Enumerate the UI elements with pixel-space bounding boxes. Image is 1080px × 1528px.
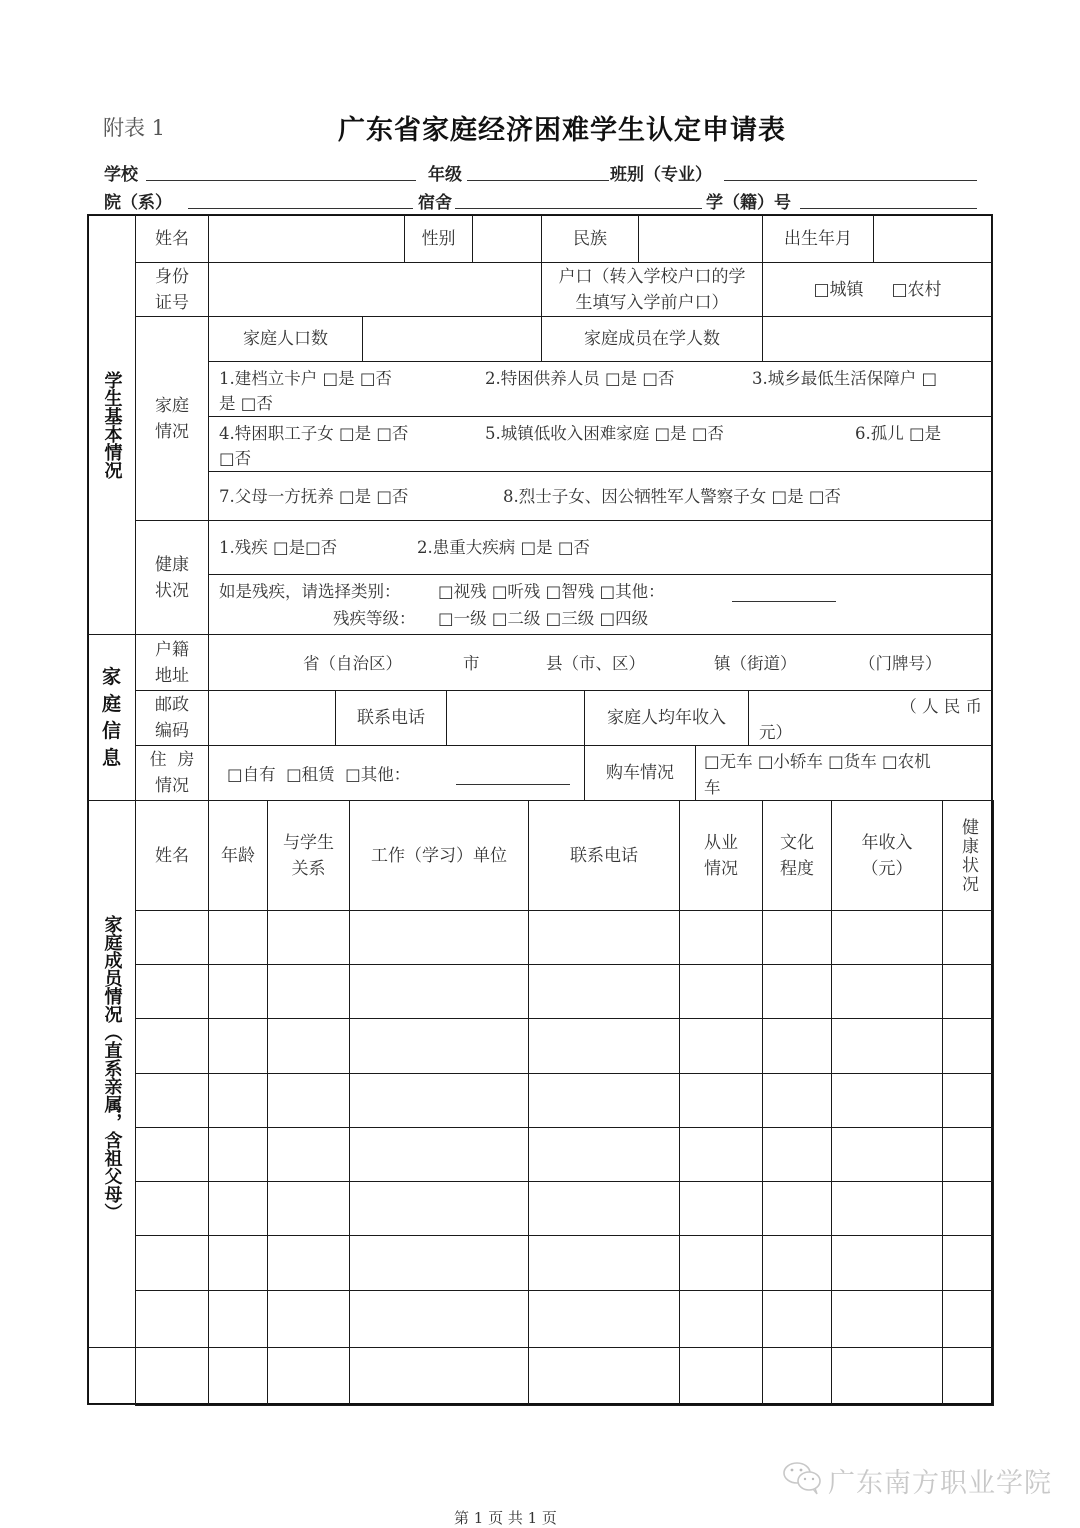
address-input[interactable] — [208, 634, 993, 691]
disability-type-options[interactable]: □视残 □听残 □智残 □其他： — [438, 582, 665, 601]
members-table-cell[interactable] — [208, 964, 268, 1019]
car-options-cont[interactable]: 车 — [704, 778, 721, 797]
members-table-cell[interactable] — [267, 910, 350, 965]
school-field[interactable] — [146, 180, 416, 181]
members-table-cell[interactable] — [349, 1018, 529, 1074]
postal-label-cell — [135, 690, 209, 746]
disability-option[interactable]: 1.残疾 □是□否 — [219, 538, 338, 557]
car-label: 购车情况 — [606, 763, 674, 783]
wechat-icon — [782, 1460, 826, 1496]
members-table-cell[interactable] — [679, 1347, 763, 1406]
members-table-cell[interactable] — [831, 1073, 943, 1128]
family-students-input[interactable] — [762, 316, 993, 362]
members-header-cell — [208, 800, 268, 911]
members-table-cell[interactable] — [349, 964, 529, 1019]
min-living-option[interactable]: 3.城乡最低生活保障户 □ — [752, 369, 938, 388]
gender-label: 性别 — [421, 228, 456, 249]
housing-label-line1: 住 房 — [149, 750, 195, 770]
members-table-cell[interactable] — [942, 1235, 994, 1291]
department-label: 院（系） — [104, 193, 172, 213]
hukou-label-line1: 户口（转入学校户口的学 — [558, 266, 746, 287]
members-table-cell[interactable] — [349, 1235, 529, 1291]
members-table-cell[interactable] — [942, 1181, 994, 1236]
hukou-options — [762, 262, 993, 317]
members-table-cell[interactable] — [679, 1181, 763, 1236]
members-header-cell — [528, 800, 680, 911]
members-table-cell[interactable] — [208, 1073, 268, 1128]
section-family-label-cell — [87, 634, 136, 801]
members-header-cell — [831, 800, 943, 911]
members-table-cell[interactable] — [762, 910, 832, 965]
members-header-label: 与学生 — [283, 832, 334, 853]
members-table-cell[interactable] — [349, 910, 529, 965]
members-table-cell[interactable] — [135, 1347, 209, 1406]
dorm-label: 宿舍 — [418, 193, 452, 213]
members-table-cell[interactable] — [208, 1290, 268, 1348]
members-table-cell[interactable] — [208, 1181, 268, 1236]
serious-illness-option[interactable]: 2.患重大疾病 □是 □否 — [417, 538, 590, 557]
members-table-cell[interactable] — [679, 964, 763, 1019]
members-table-cell[interactable] — [267, 1127, 350, 1182]
health-row-2 — [208, 574, 993, 635]
family-row-3 — [208, 471, 993, 521]
id-label-cell — [135, 262, 209, 317]
health-row-1 — [208, 520, 993, 575]
members-header-cell — [267, 800, 350, 911]
members-table-cell[interactable] — [528, 1181, 680, 1236]
members-table-cell[interactable] — [831, 1235, 943, 1291]
members-table-cell[interactable] — [942, 964, 994, 1019]
members-table-cell[interactable] — [831, 1290, 943, 1348]
phone-label: 联系电话 — [357, 708, 425, 728]
members-table-cell[interactable] — [942, 1290, 994, 1348]
members-table-cell[interactable] — [762, 1073, 832, 1128]
address-door-label: （门牌号） — [859, 654, 942, 673]
address-label-line1: 户籍 — [155, 639, 189, 660]
disability-level-options[interactable]: □一级 □二级 □三级 □四级 — [438, 609, 649, 628]
members-table-cell[interactable] — [679, 1018, 763, 1074]
members-table-cell[interactable] — [349, 1290, 529, 1348]
members-table-cell[interactable] — [831, 1347, 943, 1406]
housing-options[interactable]: □自有 □租赁 □其他： — [227, 765, 411, 784]
hukou-label-line2: 生填写入学前户口） — [575, 292, 729, 313]
postal-code-input[interactable] — [208, 690, 336, 746]
orphan-option-cont[interactable]: □否 — [219, 449, 252, 468]
hukou-urban-checkbox[interactable]: □城镇 — [813, 279, 864, 300]
section-family-char: 信 — [101, 719, 121, 742]
worker-child-option[interactable]: 4.特困职工子女 □是 □否 — [219, 424, 409, 443]
members-table-cell[interactable] — [679, 1235, 763, 1291]
postal-label-line2: 编码 — [155, 721, 189, 741]
family-row-2 — [208, 416, 993, 472]
birth-label-cell — [762, 214, 874, 263]
members-header-label: 年收入 — [861, 832, 913, 853]
members-table-cell[interactable] — [135, 1018, 209, 1074]
family-size-label-cell — [208, 316, 363, 362]
single-parent-option[interactable]: 7.父母一方抚养 □是 □否 — [219, 487, 409, 506]
members-header-label: 工作（学习）单位 — [371, 845, 507, 866]
id-label-line2: 证号 — [155, 292, 189, 313]
watermark-text: 广东南方职业学院 — [828, 1468, 1052, 1499]
school-label: 学校 — [104, 165, 138, 185]
members-header-label: （元） — [861, 858, 913, 879]
members-table-cell[interactable] — [528, 964, 680, 1019]
hukou-rural-checkbox[interactable]: □农村 — [891, 279, 942, 300]
members-table-cell[interactable] — [528, 1290, 680, 1348]
members-header-cell — [349, 800, 529, 911]
members-table-cell[interactable] — [528, 1018, 680, 1074]
members-header-cell — [679, 800, 763, 911]
members-table-cell[interactable] — [208, 1127, 268, 1182]
members-table-cell[interactable] — [942, 1073, 994, 1128]
members-header-label: 从业 — [704, 832, 738, 853]
low-income-option[interactable]: 5.城镇低收入困难家庭 □是 □否 — [485, 424, 724, 443]
health-label-line2: 状况 — [155, 580, 189, 601]
members-table-cell[interactable] — [679, 1073, 763, 1128]
members-table-cell[interactable] — [208, 1347, 268, 1406]
address-label-cell — [135, 634, 209, 691]
family-size-input[interactable] — [362, 316, 542, 362]
members-table-cell[interactable] — [762, 1181, 832, 1236]
section-members-label-cell — [87, 800, 136, 1348]
birth-input[interactable] — [873, 214, 993, 263]
disability-type-label: 如是残疾，请选择类别： — [219, 582, 401, 601]
phone-input[interactable] — [446, 690, 585, 746]
members-table-cell[interactable] — [762, 1235, 832, 1291]
ethnicity-label: 民族 — [573, 228, 607, 249]
family-label-line1: 家庭 — [155, 395, 189, 416]
orphan-option[interactable]: 6.孤儿 □是 — [855, 424, 942, 443]
grade-field[interactable] — [467, 180, 609, 181]
members-header-cell — [942, 800, 994, 911]
members-table-cell[interactable] — [762, 964, 832, 1019]
dorm-field[interactable] — [455, 208, 702, 209]
members-header-label: 情况 — [704, 858, 738, 879]
housing-other-field[interactable] — [456, 784, 570, 785]
martyr-child-option[interactable]: 8.烈士子女、因公牺牲军人警察子女 □是 □否 — [503, 487, 841, 506]
members-table-cell[interactable] — [267, 1347, 350, 1406]
members-table-cell[interactable] — [267, 1181, 350, 1236]
ethnicity-input[interactable] — [638, 214, 763, 263]
family-situation-label-cell — [135, 316, 209, 521]
members-table-cell[interactable] — [942, 1347, 994, 1406]
members-table-cell[interactable] — [679, 1290, 763, 1348]
housing-label-cell — [135, 745, 209, 801]
income-unit-line1: （ 人 民 币 — [900, 697, 982, 716]
members-table-cell[interactable] — [135, 1235, 209, 1291]
phone-label-cell — [335, 690, 447, 746]
members-table-cell[interactable] — [208, 910, 268, 965]
members-header-label: 程度 — [780, 858, 814, 879]
name-input[interactable] — [208, 214, 405, 263]
members-table-cell[interactable] — [679, 910, 763, 965]
section-family-char: 家 — [101, 665, 121, 688]
members-table-cell[interactable] — [942, 910, 994, 965]
address-province-label: 省（自治区） — [303, 654, 402, 673]
car-label-cell — [584, 745, 696, 801]
members-table-cell[interactable] — [267, 1290, 350, 1348]
family-row-1 — [208, 361, 993, 417]
section-family-char: 息 — [101, 746, 121, 769]
health-label-line1: 健康 — [155, 554, 189, 575]
birth-label: 出生年月 — [784, 228, 852, 249]
name-label: 姓名 — [155, 228, 189, 249]
members-header-label: 联系电话 — [570, 845, 638, 866]
health-label-cell — [135, 520, 209, 635]
members-table-cell[interactable] — [831, 1127, 943, 1182]
gender-label-cell — [404, 214, 473, 263]
members-table-cell[interactable] — [135, 1073, 209, 1128]
gender-input[interactable] — [472, 214, 542, 263]
special-support-option[interactable]: 2.特困供养人员 □是 □否 — [485, 369, 675, 388]
section-student-label: 学生基本情况 — [101, 370, 123, 479]
members-header-cell — [762, 800, 832, 911]
id-label-line1: 身份 — [155, 266, 189, 287]
members-table-cell[interactable] — [349, 1127, 529, 1182]
members-table-cell[interactable] — [135, 964, 209, 1019]
members-table-cell[interactable] — [267, 1235, 350, 1291]
family-students-label: 家庭成员在学人数 — [584, 329, 720, 349]
members-header-label: 年龄 — [221, 845, 255, 866]
page-footer: 第 1 页 共 1 页 — [454, 1509, 557, 1527]
poverty-card-option[interactable]: 1.建档立卡户 □是 □否 — [219, 369, 392, 388]
members-table-cell[interactable] — [831, 1018, 943, 1074]
name-label-cell — [135, 214, 209, 263]
members-table-cell[interactable] — [528, 1347, 680, 1406]
members-table-cell[interactable] — [135, 1127, 209, 1182]
members-table-cell[interactable] — [349, 1181, 529, 1236]
members-header-label: 姓名 — [155, 845, 189, 866]
income-input[interactable] — [748, 690, 993, 746]
address-label-line2: 地址 — [155, 665, 189, 686]
members-table-cell[interactable] — [349, 1347, 529, 1406]
hukou-label-cell — [541, 262, 763, 317]
members-table-cell[interactable] — [135, 910, 209, 965]
section-members-label: 家庭成员情况（直系亲属，含祖父母） — [101, 915, 123, 1221]
min-living-option-cont[interactable]: 是 □否 — [219, 394, 273, 413]
section-family-label — [102, 664, 121, 772]
disability-other-field[interactable] — [732, 601, 836, 602]
class-field[interactable] — [724, 180, 977, 181]
members-extra-label-cell — [87, 1347, 136, 1405]
family-students-label-cell — [541, 316, 763, 362]
housing-label-line2: 情况 — [155, 776, 189, 796]
car-options[interactable]: □无车 □小轿车 □货车 □农机 — [704, 752, 931, 771]
members-table-cell[interactable] — [135, 1181, 209, 1236]
grade-label: 年级 — [428, 165, 462, 185]
disability-level-label: 残疾等级： — [333, 609, 416, 628]
members-table-cell[interactable] — [762, 1290, 832, 1348]
address-town-label: 镇（街道） — [714, 654, 797, 673]
members-header-label: 关系 — [291, 858, 326, 879]
class-label: 班别（专业） — [610, 165, 712, 185]
members-table-cell[interactable] — [831, 1181, 943, 1236]
members-table-cell[interactable] — [942, 1018, 994, 1074]
members-table-cell[interactable] — [528, 1235, 680, 1291]
appendix-label: 附表 1 — [103, 116, 166, 140]
income-unit-line2: 元） — [759, 723, 792, 742]
section-student-label-cell — [87, 214, 136, 635]
section-family-char: 庭 — [101, 692, 121, 715]
members-header-label: 健康状况 — [958, 817, 978, 894]
members-table-cell[interactable] — [942, 1127, 994, 1182]
family-size-label: 家庭人口数 — [243, 329, 328, 349]
members-table-cell[interactable] — [762, 1018, 832, 1074]
postal-label-line1: 邮政 — [155, 695, 189, 715]
student-no-label: 学（籍）号 — [706, 193, 791, 213]
housing-options-cell — [208, 745, 585, 801]
members-table-cell[interactable] — [528, 910, 680, 965]
members-table-cell[interactable] — [762, 1127, 832, 1182]
members-table-cell[interactable] — [679, 1127, 763, 1182]
student-no-field[interactable] — [800, 208, 977, 209]
members-table-cell[interactable] — [267, 964, 350, 1019]
family-label-line2: 情况 — [155, 421, 189, 442]
members-table-cell[interactable] — [349, 1073, 529, 1128]
income-label-cell — [584, 690, 749, 746]
members-table-cell[interactable] — [267, 1018, 350, 1074]
page-title: 广东省家庭经济困难学生认定申请表 — [338, 115, 786, 146]
members-table-cell[interactable] — [528, 1127, 680, 1182]
members-header-cell — [135, 800, 209, 911]
ethnicity-label-cell — [541, 214, 639, 263]
members-table-cell[interactable] — [135, 1290, 209, 1348]
members-table-cell[interactable] — [208, 1018, 268, 1074]
address-city-label: 市 — [463, 654, 480, 673]
id-number-input[interactable] — [208, 262, 542, 317]
members-table-cell[interactable] — [208, 1235, 268, 1291]
members-table-cell[interactable] — [528, 1073, 680, 1128]
car-options-cell — [695, 745, 993, 801]
income-label: 家庭人均年收入 — [607, 708, 726, 728]
members-table-cell[interactable] — [762, 1347, 832, 1406]
address-county-label: 县（市、区） — [546, 654, 645, 673]
department-field[interactable] — [188, 208, 413, 209]
members-table-cell[interactable] — [831, 910, 943, 965]
members-table-cell[interactable] — [831, 964, 943, 1019]
members-table-cell[interactable] — [267, 1073, 350, 1128]
members-header-label: 文化 — [780, 832, 814, 853]
